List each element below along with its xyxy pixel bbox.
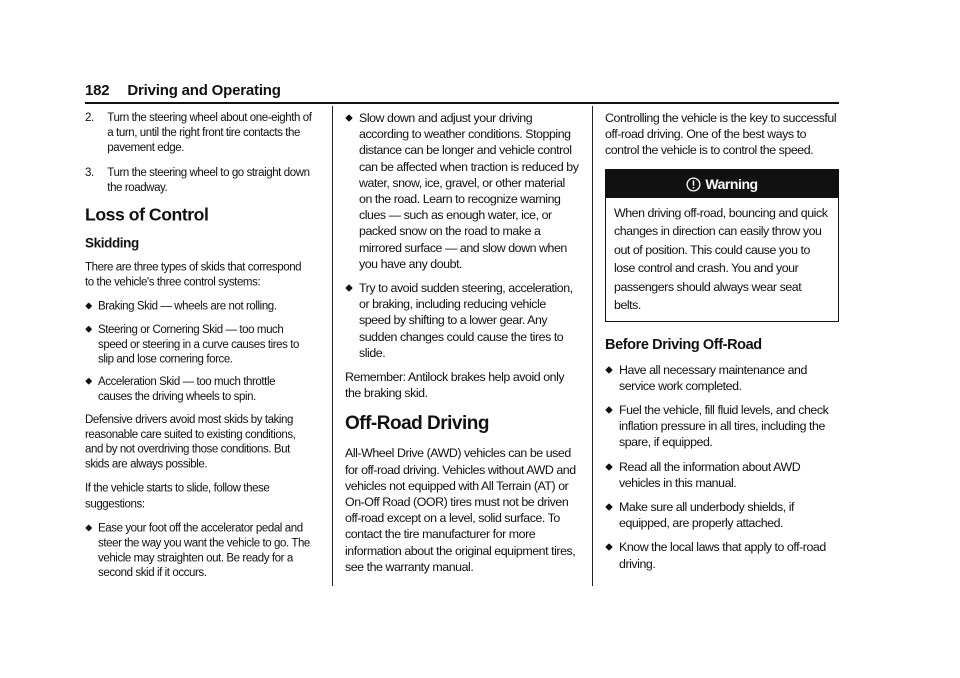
bullet-item: Have all necessary maintenance and service work completed.	[605, 362, 839, 394]
section-title: Driving and Operating	[127, 82, 281, 99]
heading-skidding: Skidding	[85, 236, 139, 252]
paragraph: Defensive drivers avoid most skids by taking reasonable care suited to existing conditions, and by not overdriving those conditions. But skids are always possible.	[85, 412, 296, 471]
warning-text: When driving off-road, bouncing and quick changes in direction can easily throw you out of position. This could cause you to lose control and crash. You and your passengers should always wear seat belts.	[614, 205, 828, 313]
page-number: 182	[85, 82, 110, 99]
paragraph: Controlling the vehicle is the key to successful off-road driving. One of the best ways to control the vehicle is to control the speed.	[605, 111, 837, 158]
header-rule	[85, 102, 839, 104]
column-2	[345, 110, 579, 585]
step-2	[85, 110, 312, 155]
step-number: 3.	[85, 165, 94, 179]
warning-title: Warning	[705, 175, 758, 192]
bullet-item: Braking Skid — wheels are not rolling.	[85, 299, 312, 314]
bullet-item: Steering or Cornering Skid — too much speed or steering in a curve causes tires to slip and lose cornering force.	[85, 321, 312, 366]
bullet-item: Make sure all underbody shields, if equipped, are properly attached.	[605, 499, 839, 531]
bullet-item: Try to avoid sudden steering, acceleration, or braking, including reducing vehicle speed by shifting to a lower gear. Any sudden changes could cause the tires to slide.	[345, 280, 579, 361]
paragraph: All-Wheel Drive (AWD) vehicles can be used for off-road driving. Vehicles without AWD and vehicles not equipped with All Terrain (AT) or On-Off Road (OOR) tires must not be driven off-road except on a level, solid surface. To contact the tire manufacturer for more information about the original equipment tires, see the warranty manual.	[345, 446, 576, 574]
paragraph: If the vehicle starts to slide, follow these suggestions:	[85, 481, 270, 510]
bullet-item: Ease your foot off the accelerator pedal and steer the way you want the vehicle to go. The vehicle may straighten out. Be ready for a second skid if it occurs.	[85, 520, 312, 580]
paragraph: There are three types of skids that correspond to the vehicle's three control systems:	[85, 260, 302, 289]
warning-box	[605, 169, 839, 322]
step-number: 2.	[85, 110, 94, 124]
warning-icon	[686, 177, 701, 192]
heading-loss-of-control: Loss of Control	[85, 205, 209, 226]
column-divider-2	[592, 106, 593, 586]
bullet-item: Know the local laws that apply to off-road driving.	[605, 539, 839, 571]
bullet-item: Read all the information about AWD vehicles in this manual.	[605, 459, 839, 491]
heading-off-road-driving: Off-Road Driving	[345, 413, 489, 435]
warning-header	[606, 170, 838, 198]
page-header	[85, 82, 281, 99]
heading-before-driving-off-road: Before Driving Off-Road	[605, 336, 762, 353]
column-1	[85, 110, 312, 588]
step-3	[85, 164, 312, 194]
bullet-item: Slow down and adjust your driving according to weather conditions. Stopping distance can be longer and vehicle control can be affected when traction is reduced by water, snow, ice, gravel, or other material on the road. Learn to recognize warning clues — such as enough water, ice, or packed snow on the road to make a mirrored surface — and slow down when you have any doubt.	[345, 110, 579, 272]
bullet-item: Fuel the vehicle, fill fluid levels, and check inflation pressure in all tires, including the spare, if equipped.	[605, 402, 839, 451]
paragraph: Remember: Antilock brakes help avoid only the braking skid.	[345, 370, 565, 401]
bullet-item: Acceleration Skid — too much throttle causes the driving wheels to spin.	[85, 374, 312, 404]
column-divider-1	[332, 106, 333, 586]
column-3	[605, 110, 839, 580]
step-text: Turn the steering wheel to go straight down the roadway.	[107, 165, 310, 194]
step-text: Turn the steering wheel about one-eighth of a turn, until the right front tire contacts the pavement edge.	[107, 110, 312, 155]
